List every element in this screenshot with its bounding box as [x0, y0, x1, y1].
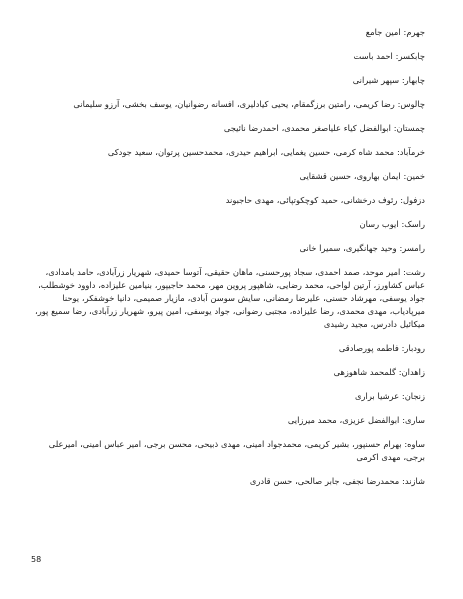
entry-ramsar [28, 242, 425, 255]
entry-label: خرمآباد: [396, 147, 425, 157]
entry-label: جهرم: [403, 27, 425, 37]
entry-names: محمد شاه کرمی، حسین یغمایی، ابراهیم حیدری، محمدحسین پرتوان، سعید جودکی [107, 147, 395, 157]
entry-names: رئوف درخشانی، حمید کوچکوتپائی، مهدی حاجبوند [225, 195, 398, 205]
entry-label: رشت: [403, 267, 425, 277]
entry-names: ایمان بهاروی، حسین قشقایی [299, 171, 401, 181]
entry-chaboksar [28, 50, 425, 63]
entry-label: چابکسر: [395, 51, 425, 61]
entry-label: چالوس: [397, 99, 425, 109]
entry-names: وحید جهانگیری، سمیرا خانی [299, 243, 397, 253]
entry-label: چمستان: [393, 123, 425, 133]
entry-names: رضا کریمی، رامتین برزگمقام، یحیی کیادلیری، افسانه رضوانیان، یوسف بخشی، آرزو سلیمانی [73, 99, 395, 109]
entry-names: عرشیا براری [355, 391, 400, 401]
entry-jahrom [28, 26, 425, 39]
entry-shazand [28, 475, 425, 488]
entry-rasht [28, 266, 425, 331]
entry-names: محمدرضا نجفی، جابر صالحی، حسن قادری [249, 476, 400, 486]
entry-names: گلمحمد شاهوزهی [333, 367, 396, 377]
entry-rudbar [28, 342, 425, 355]
entry-names: امین جامع [365, 27, 401, 37]
entry-names: فاطمه پورصادقی [338, 343, 399, 353]
entry-names: سپهر شیرانی [352, 75, 400, 85]
entry-dezful [28, 194, 425, 207]
entry-rask [28, 218, 425, 231]
entry-names: ابوالفضل کیاء علیاصغر محمدی، احمدرضا نائیجی [223, 123, 391, 133]
entry-zahedan [28, 366, 425, 379]
entry-chabahar [28, 74, 425, 87]
entry-zanjan [28, 390, 425, 403]
page-number: 58 [31, 555, 42, 564]
entry-names: بهرام حسنپور، بشیر کریمی، محمدجواد امینی، مهدی ذبیحی، محسن برجی، امیر عباس امینی، امیرعلی برجی، مهدی اکرمی [48, 439, 425, 462]
entry-khorramabad [28, 146, 425, 159]
entry-chamestan [28, 122, 425, 135]
entry-label: رودبار: [401, 343, 425, 353]
entry-names: ابوالفضل عزیزی، محمد میرزایی [287, 415, 400, 425]
entries-list [28, 26, 425, 499]
entry-names: احمد باست [353, 51, 393, 61]
entry-label: رامسر: [399, 243, 425, 253]
entry-label: چابهار: [401, 75, 425, 85]
entry-sari [28, 414, 425, 427]
entry-chalus [28, 98, 425, 111]
entry-saveh [28, 438, 425, 464]
entry-label: ساری: [402, 415, 425, 425]
entry-label: زاهدان: [398, 367, 425, 377]
entry-names: امیر موحد، صمد احمدی، سجاد پورحسنی، ماهان حقیقی، آتوسا حمیدی، شهریار زرآبادی، حامد بامدادی، عباس کشاورز، آرتین لواحی، محمد رضایی، شاهپور پروین مهر، محمد حاجیپور، بنیامین علیزاده، داوود خوشطلب، جواد یوسفی، مهرشاد حسنی، علیرضا رمضانی، سایش سوسن آبادی، مازیار صمیمی، دانیا خوشفکر، یوحنا میرپادیاب، مهدی محمدی، رضا علیزاده، مجتبی رضوانی، جواد یوسفی، امین پیرو، شهریار زرآبادی، رضا سمیع پور، میکائیل دادرس، مجید رشیدی [35, 267, 425, 329]
entry-label: ساوه: [404, 439, 425, 449]
entry-label: دزفول: [400, 195, 425, 205]
entry-label: شازند: [402, 476, 425, 486]
entry-names: ایوب رسان [359, 219, 399, 229]
entry-label: زنجان: [401, 391, 425, 401]
entry-label: خمین: [403, 171, 425, 181]
entry-khomein [28, 170, 425, 183]
entry-label: راسک: [401, 219, 425, 229]
